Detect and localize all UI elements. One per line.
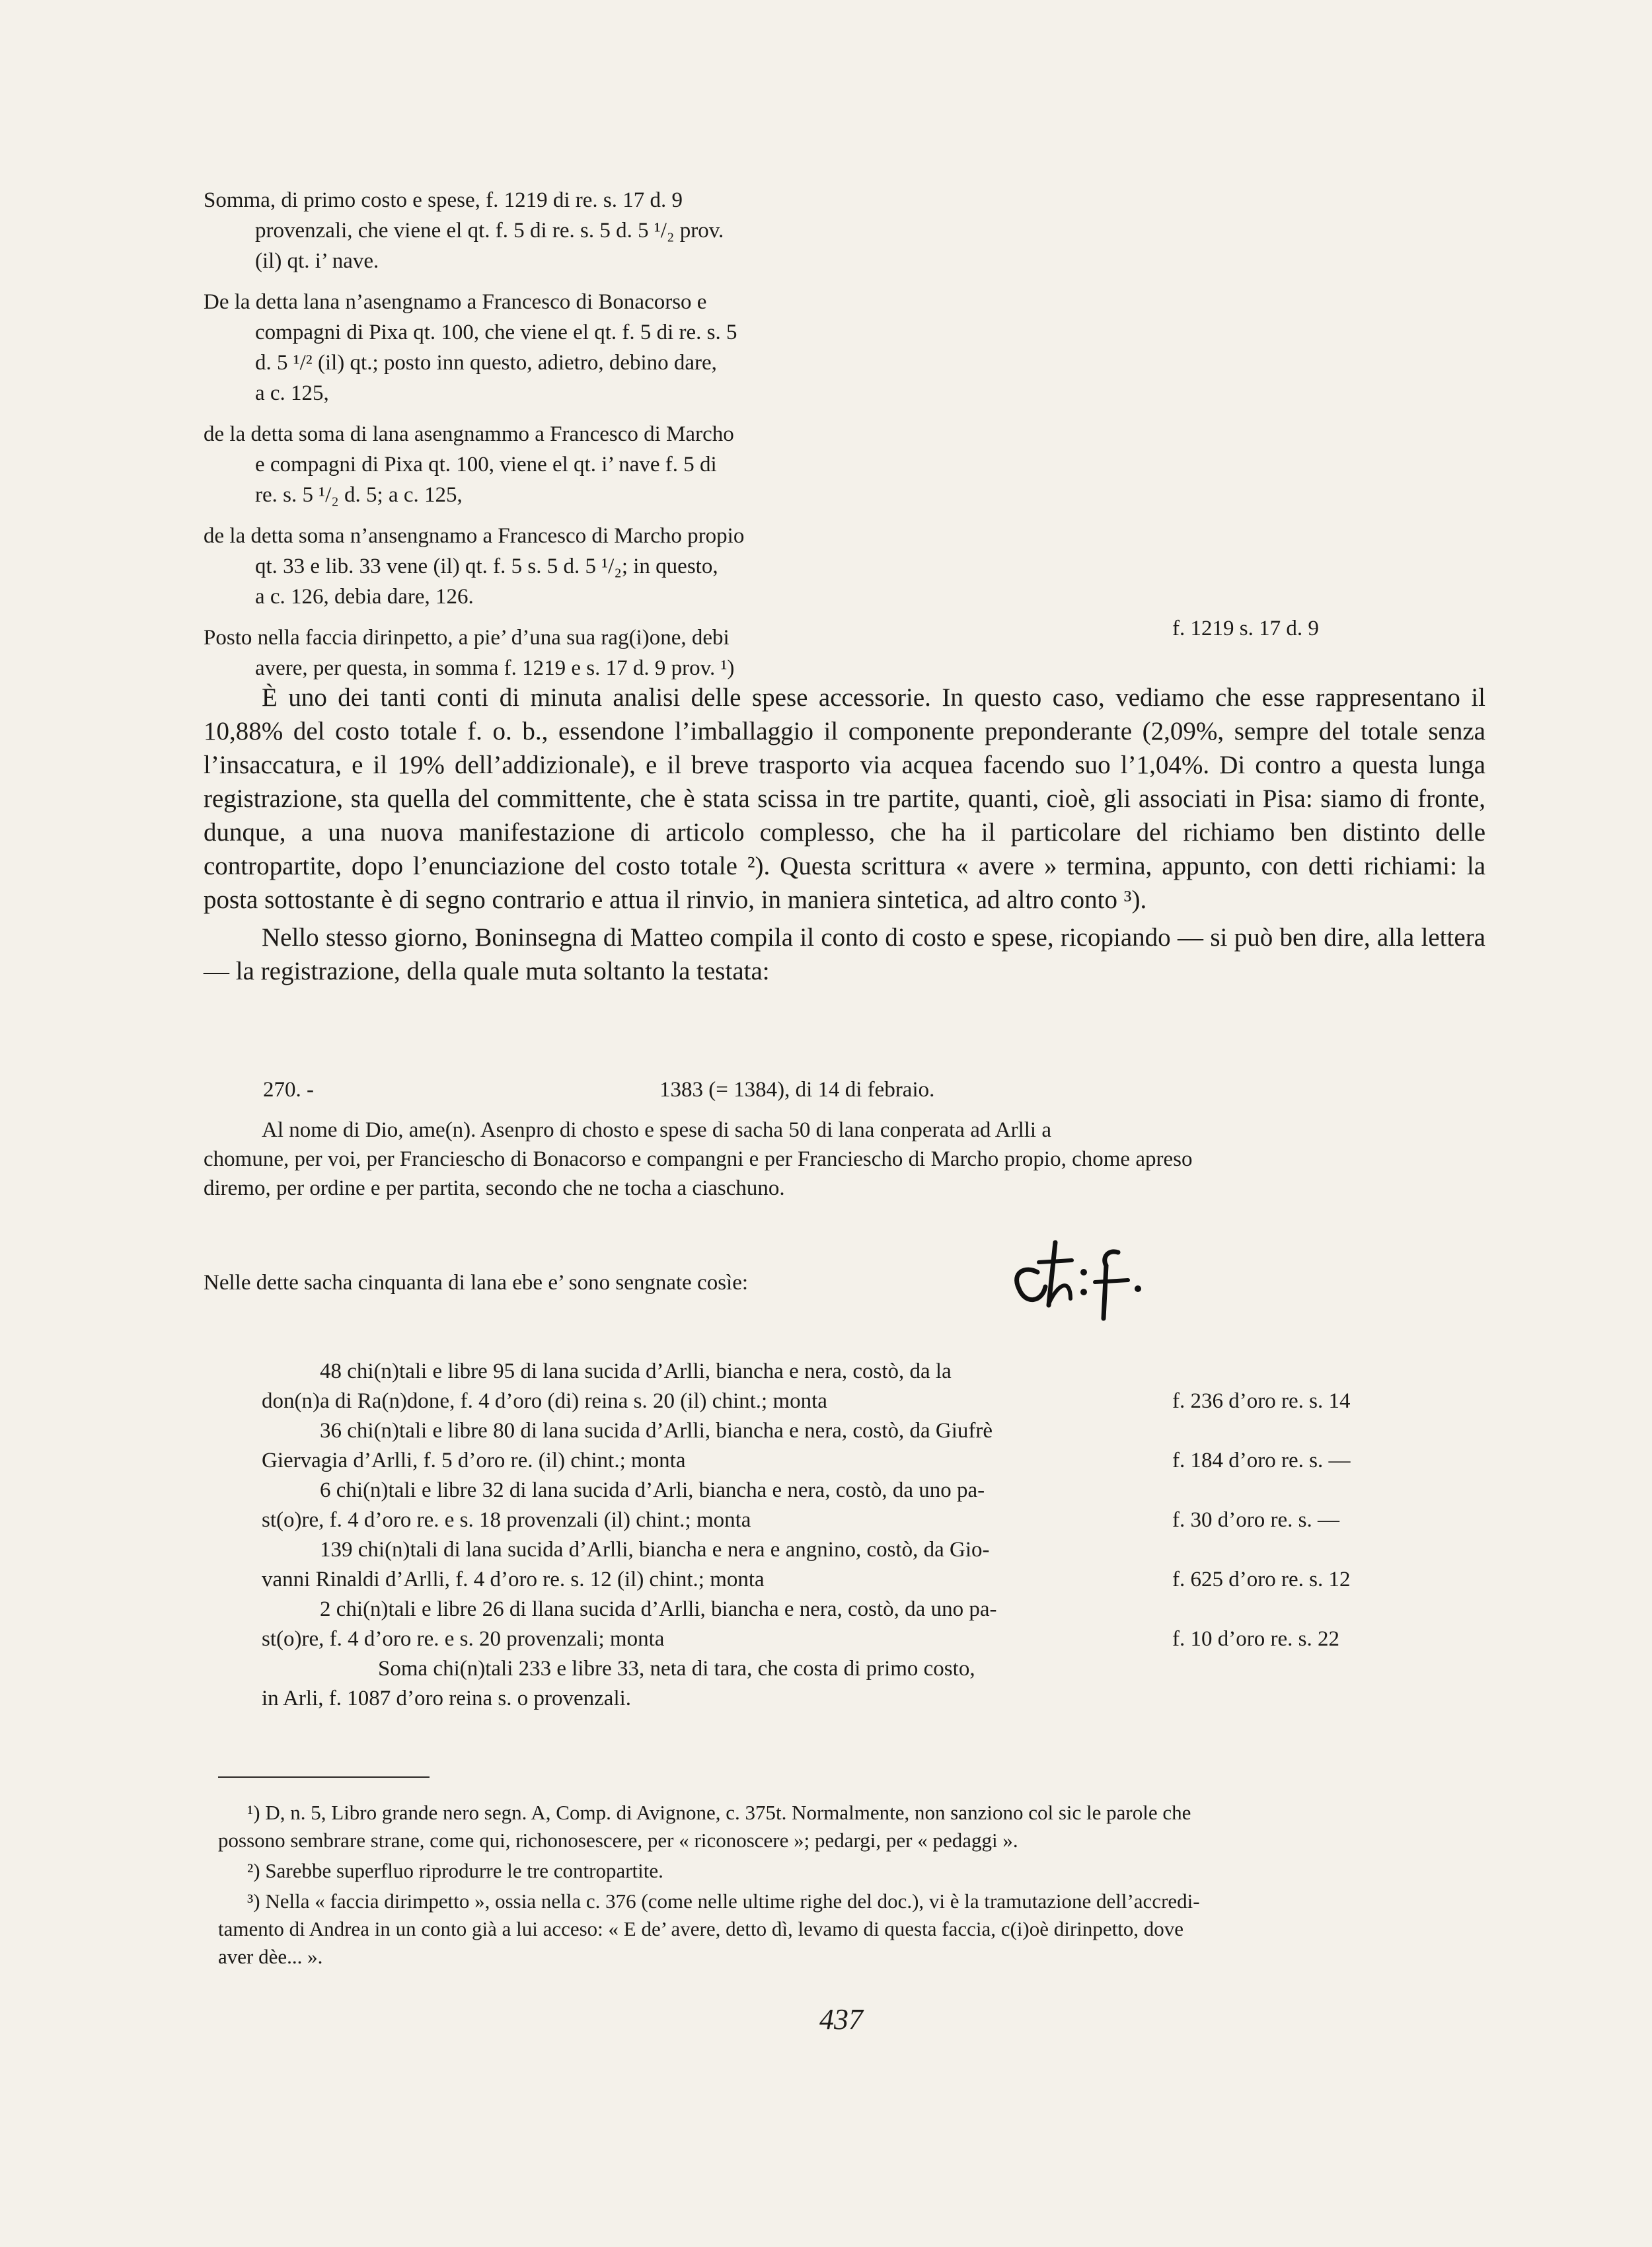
- item-amount: f. 30 d’oro re. s. —: [1172, 1508, 1339, 1532]
- item-line: 36 chi(n)tali e libre 80 di lana sucida d’Arlli, biancha e nera, costò, da Giufrè: [320, 1419, 993, 1443]
- entry-line: De la detta lana n’asengnamo a Francesco di Bonacorso e: [204, 290, 707, 314]
- commentary-paragraph: È uno dei tanti conti di minuta analisi delle spese accessorie. In questo caso, vediamo che esse rappresentano il 10,88% del costo totale f. o. b., essendone l’imballaggio il componente preponderante (2,09%, sempre del totale senza l’insaccatura, e il 19% dell’addizionale), e il breve trasporto via acquea facendo suo l’1,04%. Di contro a questa lunga registrazione, sta quella del committente, che è stata scissa in tre partite, quanti, cioè, gli associati in Pisa: siamo di fronte, dunque, a una nuova manifestazione di articolo complesso, che ha il particolare del richiamo ben distinto delle contropartite, dopo l’enunciazione del costo totale ²). Questa scrittura « avere » termina, appunto, con detti richiami: la posta sottostante è di segno contrario e attua il rinvio, in maniera sintetica, ad altro conto ³).: [204, 683, 1485, 914]
- entry-line: de la detta soma n’ansengnamo a Francesco di Marcho propio: [204, 524, 745, 548]
- footnote-line: possono sembrare strane, come qui, richonosescere, per « riconoscere »; pedargi, per « pedaggi ».: [218, 1829, 1018, 1852]
- cost-item: [262, 1476, 1491, 1535]
- entry-line: Somma, di primo costo e spese, f. 1219 di re. s. 17 d. 9: [204, 188, 683, 212]
- entry-line: qt. 33 e lib. 33 vene (il) qt. f. 5 s. 5 d. 5 ¹/₂; in questo,: [255, 554, 718, 578]
- footnote: [218, 1857, 1493, 1885]
- item-line: 139 chi(n)tali di lana sucida d’Arlli, biancha e nera e angnino, costò, da Gio-: [320, 1538, 990, 1562]
- page-number: 437: [819, 2003, 863, 2036]
- document-date: 1383 (= 1384), di 14 di febraio.: [659, 1078, 935, 1102]
- footnote-line: ²) Sarebbe superfluo riprodurre le tre contropartite.: [247, 1859, 663, 1882]
- total-line: Soma chi(n)tali 233 e libre 33, neta di tara, che costa di primo costo,: [378, 1657, 975, 1681]
- item-amount: f. 184 d’oro re. s. —: [1172, 1449, 1351, 1472]
- entry-line: a c. 126, debia dare, 126.: [255, 585, 474, 609]
- cost-item: [262, 1595, 1491, 1654]
- footnote: [218, 1887, 1493, 1971]
- commentary-paragraph: Nello stesso giorno, Boninsegna di Matteo compila il conto di costo e spese, ricopiando — si può ben dire, alla lettera — la registrazione, della quale muta soltanto la testata:: [204, 923, 1485, 985]
- entry-line: a c. 125,: [255, 381, 329, 405]
- document-header: [263, 1075, 934, 1105]
- merchant-mark-icon: [993, 1226, 1158, 1325]
- marks-label: Nelle dette sacha cinquanta di lana ebe e’ sono sengnate cosìe:: [204, 1271, 749, 1295]
- total-line: in Arli, f. 1087 d’oro reina s. o provenzali.: [262, 1687, 632, 1710]
- item-line: Giervagia d’Arlli, f. 5 d’oro re. (il) chint.; monta: [262, 1449, 686, 1472]
- footnote-line: ³) Nella « faccia dirimpetto », ossia nella c. 376 (come nelle ultime righe del doc.), vi è la tramutazione dell’accredi-: [247, 1889, 1200, 1913]
- entry-line: (il) qt. i’ nave.: [255, 249, 379, 273]
- item-amount: f. 10 d’oro re. s. 22: [1172, 1627, 1339, 1651]
- entry-line: re. s. 5 ¹/₂ d. 5; a c. 125,: [255, 483, 463, 507]
- entry-line: e compagni di Pixa qt. 100, viene el qt. i’ nave f. 5 di: [255, 453, 717, 476]
- entry-line: de la detta soma di lana asengnammo a Francesco di Marcho: [204, 422, 734, 446]
- ledger-entry: [204, 185, 1446, 276]
- cost-items: [262, 1357, 1491, 1714]
- document-intro: [204, 1116, 1485, 1203]
- entry-line: d. 5 ¹/² (il) qt.; posto inn questo, adietro, debino dare,: [255, 351, 717, 375]
- ledger-entry: [204, 521, 1446, 612]
- item-amount: f. 625 d’oro re. s. 12: [1172, 1568, 1351, 1591]
- intro-line: Al nome di Dio, ame(n). Asenpro di chosto e spese di sacha 50 di lana conperata ad Arlli a: [262, 1118, 1051, 1142]
- item-line: 48 chi(n)tali e libre 95 di lana sucida d’Arlli, biancha e nera, costò, da la: [320, 1359, 952, 1383]
- footnote-line: ¹) D, n. 5, Libro grande nero segn. A, Comp. di Avignone, c. 375t. Normalmente, non sanziono col sic le parole che: [247, 1801, 1191, 1824]
- footnote: [218, 1799, 1493, 1854]
- item-line: st(o)re, f. 4 d’oro re. e s. 20 provenzali; monta: [262, 1627, 665, 1651]
- footnote-line: aver dèe... ».: [218, 1945, 323, 1968]
- cost-item: [262, 1416, 1491, 1476]
- commentary: [204, 681, 1485, 988]
- entry-line: avere, per questa, in somma f. 1219 e s. 17 d. 9 prov. ¹): [255, 656, 735, 680]
- ledger-entry: [204, 287, 1446, 408]
- entry-line: Posto nella faccia dirinpetto, a pie’ d’una sua rag(i)one, debi: [204, 626, 730, 650]
- entry-line: compagni di Pixa qt. 100, che viene el qt. f. 5 di re. s. 5: [255, 321, 737, 344]
- item-line: don(n)a di Ra(n)done, f. 4 d’oro (di) reina s. 20 (il) chint.; monta: [262, 1389, 827, 1413]
- intro-line: diremo, per ordine e per partita, secondo che ne tocha a ciaschuno.: [204, 1176, 785, 1200]
- document-number: 270. -: [263, 1078, 314, 1102]
- cost-item: [262, 1357, 1491, 1416]
- item-line: st(o)re, f. 4 d’oro re. e s. 18 provenzali (il) chint.; monta: [262, 1508, 751, 1532]
- entry-total-amount: f. 1219 s. 17 d. 9: [1172, 617, 1319, 640]
- item-line: vanni Rinaldi d’Arlli, f. 4 d’oro re. s. 12 (il) chint.; monta: [262, 1568, 765, 1591]
- footnote-line: tamento di Andrea in un conto già a lui acceso: « E de’ avere, detto dì, levamo di questa faccia, c(i)oè dirinpetto, dove: [218, 1917, 1184, 1940]
- entry-line: provenzali, che viene el qt. f. 5 di re. s. 5 d. 5 ¹/₂ prov.: [255, 219, 724, 243]
- item-amount: f. 236 d’oro re. s. 14: [1172, 1389, 1351, 1413]
- cost-item: [262, 1535, 1491, 1595]
- item-line: 2 chi(n)tali e libre 26 di llana sucida d’Arlli, biancha e nera, costò, da uno pa-: [320, 1597, 997, 1621]
- footnote-divider: [218, 1776, 430, 1778]
- footnotes: [218, 1799, 1493, 1973]
- item-line: 6 chi(n)tali e libre 32 di lana sucida d’Arli, biancha e nera, costò, da uno pa-: [320, 1478, 985, 1502]
- ledger-entry: [204, 419, 1446, 510]
- intro-line: chomune, per voi, per Franciescho di Bonacorso e compangni e per Franciescho di Marcho propio, chome apreso: [204, 1147, 1193, 1171]
